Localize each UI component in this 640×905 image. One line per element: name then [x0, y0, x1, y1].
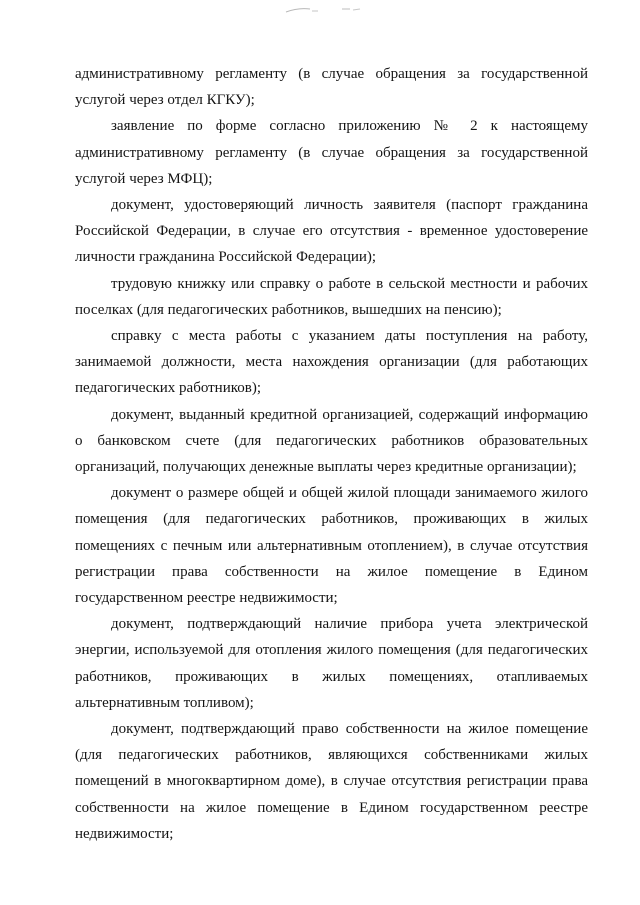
paragraph-9: документ, подтверждающий право собственности на жилое помещение (для педагогических работников, являющихся собственниками жилых помещений в многоквартирном доме), в случае отсутствия регистрации права собственности на жилое помещение в Едином государственном реестре недвижимости;: [75, 721, 588, 842]
paragraph-3: документ, удостоверяющий личность заявителя (паспорт гражданина Российской Федерации, в случае его отсутствия - временное удостоверение личности гражданина Российской Федерации);: [75, 197, 588, 266]
scan-artifact-mark: [284, 3, 374, 17]
paragraph-7: документ о размере общей и общей жилой площади занимаемого жилого помещения (для педагогических работников, проживающих в жилых помещениях с печным или альтернативным отоплением), в случае отсутствия регистрации права собственности на жилое помещение в Едином государственном реестре недвижимости;: [75, 485, 588, 607]
document-body: [75, 61, 588, 847]
paragraph-4: трудовую книжку или справку о работе в сельской местности и рабочих поселках (для педагогических работников, вышедших на пенсию);: [75, 275, 588, 318]
paragraph-1: административному регламенту (в случае обращения за государственной услугой через отдел КГКУ);: [75, 66, 588, 109]
paragraph-2: заявление по форме согласно приложению № 2 к настоящему административному регламенту (в случае обращения за государственной услугой через МФЦ);: [75, 118, 588, 187]
paragraph-8: документ, подтверждающий наличие прибора учета электрической энергии, используемой для отопления жилого помещения (для педагогических работников, проживающих в жилых помещениях, отапливаемых альтернативным топливом);: [75, 616, 588, 711]
paragraph-5: справку с места работы с указанием даты поступления на работу, занимаемой должности, места нахождения организации (для работающих педагогических работников);: [75, 328, 588, 397]
paragraph-6: документ, выданный кредитной организацией, содержащий информацию о банковском счете (для педагогических работников образовательных организаций, получающих денежные выплаты через кредитные организации);: [75, 406, 588, 476]
